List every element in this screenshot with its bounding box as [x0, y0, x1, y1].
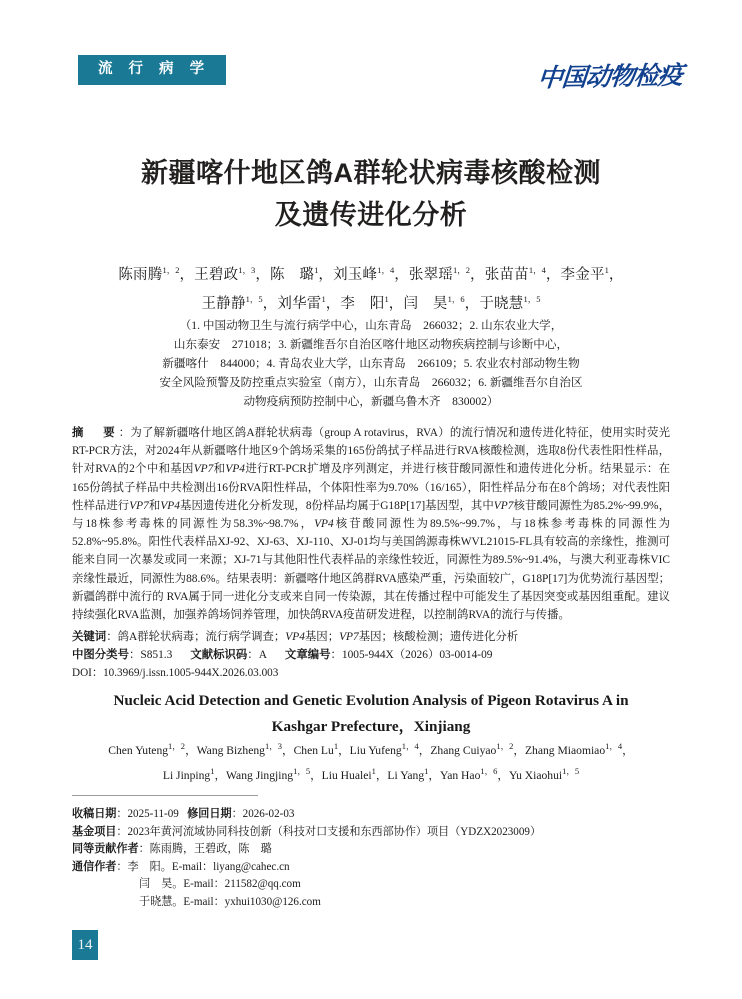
authors-cn-line-2: 王静静$^{1,5}$，刘华雷$^1$，李 阳$^1$，闫 昊$^{1,6}$，于晓慧$^{1,5}$: [201, 293, 541, 312]
received-date-value: ：2025-11-09: [116, 808, 179, 820]
corresponding-author-3: 于晓慧。E-mail：yxhui1030@126.com: [139, 895, 321, 908]
footer-notes: [72, 806, 672, 912]
corresponding-author-row-3: [72, 894, 672, 912]
title-en-line-2: Kashgar Prefecture，Xinjiang: [271, 718, 471, 735]
clc-value: ：S851.3: [128, 649, 173, 661]
masthead: [0, 55, 742, 95]
classification-codes: [72, 646, 670, 664]
clc-number: [72, 649, 172, 661]
title-en-line-1: Nucleic Acid Detection and Genetic Evolution Analysis of Pigeon Rotavirus A in: [113, 692, 629, 709]
article-number: [285, 649, 493, 661]
article-number-label: 文章编号: [284, 649, 331, 661]
equal-contribution-label: 同等贡献作者: [72, 843, 139, 856]
abstract: [72, 424, 670, 624]
fund-row: [72, 824, 672, 842]
affiliation-line-5: 动物疫病预防控制中心，新疆乌鲁木齐 830002）: [243, 395, 499, 408]
authors-en-line-2: Li Jinping$^1$，Wang Jingjing$^{1,5}$，Liu Hualei$^1$，Li Yang$^1$，Yan Hao$^{1,6}$，Yu Xiaohui$^{1,5}$: [162, 765, 580, 782]
dates-row: [72, 806, 672, 824]
page-title: [70, 152, 672, 236]
authors-english: [80, 736, 662, 786]
equal-contribution-row: [72, 841, 672, 859]
revised-date-label: 修回日期: [187, 808, 232, 820]
page-number: 14: [72, 930, 98, 960]
affiliation-line-2: 山东泰安 271018；3. 新疆维吾尔自治区喀什地区动物疾病控制与诊断中心，: [173, 338, 569, 351]
fund-label: 基金项目: [72, 825, 117, 838]
affiliation-line-4: 安全风险预警及防控重点实验室（南方），山东青岛 266032；6. 新疆维吾尔自治区: [159, 376, 583, 389]
received-date-label: 收稿日期: [72, 808, 117, 820]
journal-logo: 中国动物检疫: [536, 62, 684, 93]
abstract-text: ：为了解新疆喀什地区鸽A群轮状病毒（group A rotavirus，RVA）的流行情况和遗传进化特征，使用实时荧光RT-PCR方法，对2024年从新疆喀什地区9个鸽场采集的165份鸽拭子样品进行RVA核酸检测，选取8份代表性阳性样品，针对RVA的2个中和基因VP7和VP4进行RT-PCR扩增及序列测定，并进行核苷酸同源性和遗传进化分析。结果显示：在165份鸽拭子样品中共检测出16份RVA阳性样品，个体阳性率为9.70%（16/165），阳性样品分布在8个鸽场；对代表性阳性样品进行VP7和VP4基因遗传进化分析发现，8份样品均属于G18P[17]基因型，其中VP7核苷酸同源性为85.2%~99.9%，与18株参考毒株的同源性为58.3%~98.7%，VP4核苷酸同源性为89.5%~99.7%，与18株参考毒株的同源性为52.8%~95.8%。阳性代表样品XJ-92、XJ-63、XJ-110、XJ-01均与美国鸽源毒株WVL21015-FL具有较高的亲缘性，推测可能来自同一次暴发或同一来源；XJ-71与其他阳性代表样品的亲缘性较近，同源性为89.5%~91.4%，与澳大利亚毒株VIC亲缘性最近，同源性为88.6%。结果表明：新疆喀什地区鸽群RVA感染严重，污染面较广，G18P[17]为优势流行基因型；新疆鸽群中流行的 RVA属于同一进化分支或来自同一传染源，其在传播过程中可能发生了基因突变或基因组重配。建议持续强化RVA监测，加强养鸽场饲养管理，加快鸽RVA疫苗研发进程，以控制鸽RVA的流行与传播。: [72, 427, 670, 622]
title-line-2: 及遗传进化分析: [274, 200, 468, 230]
keywords: [72, 628, 670, 646]
document-code: [190, 649, 267, 661]
clc-label: 中图分类号: [72, 649, 129, 661]
equal-contribution-value: ：陈雨腾，王碧政，陈 璐: [138, 843, 272, 856]
corresponding-author-2: 闫 昊。E-mail：211582@qq.com: [139, 878, 301, 891]
keywords-label: 关键词: [72, 631, 107, 643]
footer-divider: [72, 795, 258, 796]
keywords-text: ：鸽A群轮状病毒；流行病学调查；VP4基因；VP7基因；核酸检测；遗传进化分析: [106, 631, 519, 643]
fund-value: ：2023年黄河流域协同科技创新（科技对口支援和东西部协作）项目（YDZX2023009）: [116, 825, 542, 838]
corresponding-author-1: ：李 阳。E-mail：liyang@cahec.cn: [116, 860, 290, 873]
page-title-english: [80, 688, 662, 740]
authors-cn-line-1: 陈雨腾$^{1,2}$，王碧政$^{1,3}$，陈 璐$^1$，刘玉峰$^{1,4}$，张翠瑶$^{1,2}$，张苗苗$^{1,4}$，李金平$^1$，: [118, 265, 624, 283]
document-code-value: ：A: [247, 649, 267, 661]
document-code-label: 文献标识码: [190, 649, 248, 661]
revised-date-value: ：2026-02-03: [231, 808, 295, 820]
doi: DOI：10.3969/j.issn.1005-944X.2026.03.003: [72, 667, 279, 679]
corresponding-author-row-1: [72, 859, 672, 877]
title-line-1: 新疆喀什地区鸽A群轮状病毒核酸检测: [141, 158, 601, 188]
affiliation-line-1: （1. 中国动物卫生与流行病学中心，山东青岛 266032；2. 山东农业大学，: [179, 319, 563, 332]
corresponding-author-row-2: [72, 876, 672, 894]
article-number-value: ：1005-944X（2026）03-0014-09: [330, 649, 493, 661]
affiliations: [84, 316, 658, 411]
authors-chinese: [70, 258, 672, 316]
authors-en-line-1: Chen Yuteng$^{1,2}$，Wang Bizheng$^{1,3}$，Chen Lu$^1$，Liu Yufeng$^{1,4}$，Zhang Cuiyao$^{1,2}$，Zhang Miaomiao$^{1,4}$，: [108, 741, 634, 757]
section-badge: 流 行 病 学: [78, 55, 226, 85]
affiliation-line-3: 新疆喀什 844000；4. 青岛农业大学，山东青岛 266109；5. 农业农村部动物生物: [162, 357, 580, 370]
abstract-label: 摘 要: [72, 427, 119, 439]
corresponding-author-label: 通信作者: [72, 860, 117, 873]
